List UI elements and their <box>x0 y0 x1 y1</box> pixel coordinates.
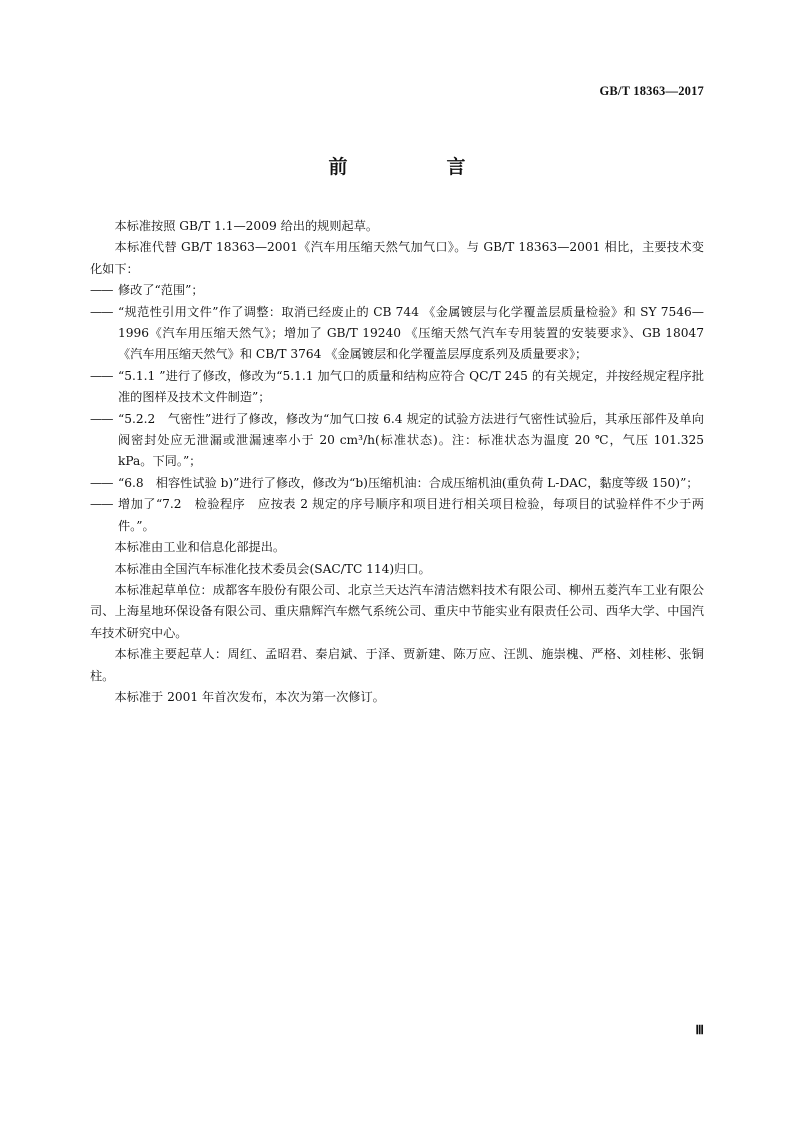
paragraph-proposer: 本标准由工业和信息化部提出。 <box>114 540 286 555</box>
paragraph-administrator: 本标准由全国汽车标准化技术委员会(SAC/TC 114)归口。 <box>114 561 431 576</box>
dash-marker: —— <box>90 368 113 383</box>
paragraph-drafters: 本标准主要起草人：周红、孟昭君、秦启斌、于泽、贾新建、陈万应、汪凯、施崇槐、严格、刘桂彬、张铜柱。 <box>90 647 704 683</box>
dash-marker: —— <box>90 304 113 319</box>
change-item <box>90 302 704 366</box>
standard-code: GB/T 18363—2017 <box>599 84 704 98</box>
change-text: “5.2.2 气密性”进行了修改，修改为“加气口按 6.4 规定的试验方法进行气密性试验后，其承压部件及单向阀密封处应无泄漏或泄漏速率小于 20 cm³/h(标准状态)。注：标准状态为温度 20 ℃，气压 101.325 kPa。下同。”； <box>118 411 704 469</box>
dash-marker: —— <box>90 497 113 512</box>
paragraph-replacement: 本标准代替 GB/T 18363—2001《汽车用压缩天然气加气口》。与 GB/T 18363—2001 相比，主要技术变化如下： <box>90 240 704 276</box>
change-text: “规范性引用文件”作了调整：取消已经废止的 CB 744 《金属镀层与化学覆盖层质量检验》和 SY 7546—1996《汽车用压缩天然气》；增加了 GB/T 19240 《压缩天然气汽车专用装置的安装要求》、GB 18047《汽车用压缩天然气》和 CB/T 3764 《金属镀层和化学覆盖层厚度系列及质量要求》； <box>118 304 704 362</box>
paragraph-history: 本标准于 2001 年首次发布，本次为第一次修订。 <box>114 689 385 704</box>
change-item <box>90 494 704 537</box>
page-number: Ⅲ <box>695 1023 704 1037</box>
paragraph-drafting-rules: 本标准按照 GB/T 1.1—2009 给出的规则起草。 <box>114 219 379 233</box>
change-item <box>90 280 704 301</box>
page-title: 前 言 <box>328 156 506 178</box>
dash-marker: —— <box>90 411 113 426</box>
change-text: 修改了“范围”； <box>118 283 204 298</box>
dash-marker: —— <box>90 475 113 490</box>
foreword-body <box>90 216 704 708</box>
paragraph-drafting-units: 本标准起草单位：成都客车股份有限公司、北京兰天达汽车清洁燃料技术有限公司、柳州五菱汽车工业有限公司、上海星地环保设备有限公司、重庆鼎辉汽车燃气系统公司、重庆中节能实业有限责任公司、西华大学、中国汽车技术研究中心。 <box>90 582 704 640</box>
change-text: “6.8 相容性试验 b)”进行了修改，修改为“b)压缩机油：合成压缩机油(重负荷 L-DAC，黏度等级 150)”； <box>118 475 699 490</box>
change-text: 增加了“7.2 检验程序 应按表 2 规定的序号顺序和项目进行相关项目检验，每项目的试验样件不少于两件。”。 <box>118 497 704 533</box>
change-item <box>90 366 704 409</box>
change-item <box>90 473 704 494</box>
dash-marker: —— <box>90 283 113 298</box>
change-item <box>90 409 704 473</box>
change-text: “5.1.1 ”进行了修改，修改为“5.1.1 加气口的质量和结构应符合 QC/T 245 的有关规定，并按经规定程序批准的图样及技术文件制造”； <box>118 368 704 405</box>
